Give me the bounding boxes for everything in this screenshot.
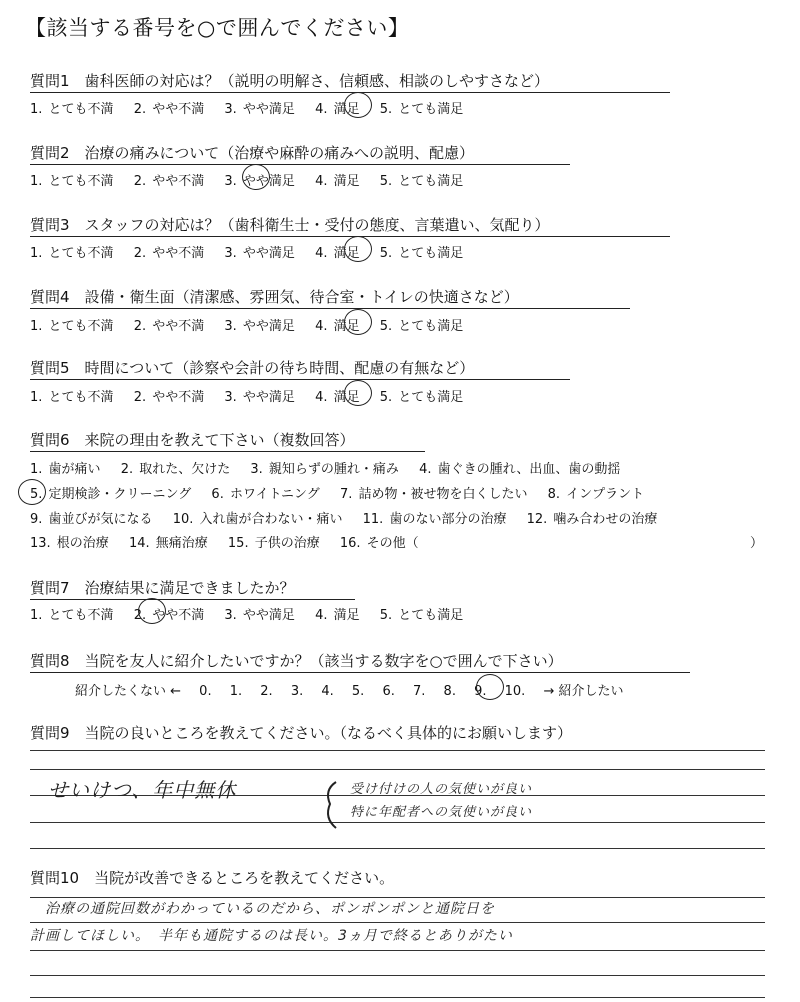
q7-option-2[interactable]: 2. やや不満 — [133, 608, 205, 623]
q4-option-3[interactable]: 3. やや満足 — [224, 319, 295, 334]
q7-option-3[interactable]: 3. やや満足 — [224, 608, 295, 623]
question-2-underline — [30, 164, 570, 165]
q8-number-6[interactable]: 6. — [382, 684, 395, 699]
q1-option-2[interactable]: 2. やや不満 — [133, 102, 205, 117]
q2-option-5[interactable]: 5. とても満足 — [379, 174, 464, 189]
q6-option-2[interactable]: 2. 取れた、欠けた — [120, 462, 231, 477]
question-6-row-2 — [30, 483, 658, 502]
q8-number-8[interactable]: 8. — [443, 684, 456, 699]
q8-number-10[interactable]: 10. — [504, 684, 526, 699]
q6-option-9[interactable]: 9. 歯並びが気になる — [30, 512, 153, 527]
question-7-underline — [30, 599, 355, 600]
q1-option-1[interactable]: 1. とても不満 — [30, 102, 114, 117]
q8-left-label: 紹介したくない ← — [75, 684, 182, 699]
q9-answer-line-1 — [30, 750, 765, 751]
q10-handwritten-answer-2: 計画してほしい。 半年も通院するのは長い。3ヵ月で終るとありがたい — [30, 928, 513, 944]
q10-answer-line-2 — [30, 922, 765, 923]
question-6-label: 質問6 来院の理由を教えて下さい（複数回答） — [30, 431, 355, 449]
q8-number-1[interactable]: 1. — [229, 684, 243, 699]
q10-answer-line-5 — [30, 997, 765, 998]
q3-option-2[interactable]: 2. やや不満 — [133, 246, 205, 261]
question-5-underline — [30, 379, 570, 380]
q10-handwritten-answer-1: 治療の通院回数がわかっているのだから、ポンポンポンと通院日を — [45, 901, 495, 917]
q8-number-7[interactable]: 7. — [413, 684, 426, 699]
q5-selection-circle — [344, 380, 372, 406]
q8-number-5[interactable]: 5. — [351, 684, 365, 699]
q7-option-5[interactable]: 5. とても満足 — [379, 608, 464, 623]
q8-selection-circle — [476, 674, 504, 700]
q2-option-2[interactable]: 2. やや不満 — [133, 174, 205, 189]
q6-option-14[interactable]: 14. 無痛治療 — [128, 536, 208, 551]
question-5-label: 質問5 時間について（診察や会計の待ち時間、配慮の有無など） — [30, 359, 475, 377]
question-6-row-4 — [30, 532, 433, 551]
q6-option-13[interactable]: 13. 根の治療 — [30, 536, 109, 551]
q3-option-4[interactable]: 4. 満足 — [315, 246, 360, 261]
q1-option-3[interactable]: 3. やや満足 — [224, 102, 295, 117]
question-3-label: 質問3 スタッフの対応は？（歯科衛生士・受付の態度、言葉遣い、気配り） — [30, 216, 550, 234]
q9-handwritten-note-1: 受け付けの人の気使いが良い — [350, 782, 533, 797]
q3-selection-circle — [344, 236, 372, 262]
q6-option-15[interactable]: 15. 子供の治療 — [227, 536, 320, 551]
q2-option-3[interactable]: 3. やや満足 — [224, 174, 295, 189]
question-3-options — [30, 242, 477, 261]
q6-option-8[interactable]: 8. インプラント — [547, 487, 645, 502]
q6-selection-circle — [18, 479, 46, 505]
q5-option-1[interactable]: 1. とても不満 — [30, 390, 114, 405]
q7-option-1[interactable]: 1. とても不満 — [30, 608, 114, 623]
question-4-underline — [30, 308, 630, 309]
q4-option-1[interactable]: 1. とても不満 — [30, 319, 114, 334]
question-9-label: 質問9 当院の良いところを教えてください。（なるべく具体的にお願いします） — [30, 724, 573, 742]
question-5-options — [30, 386, 477, 405]
question-1-label: 質問1 歯科医師の対応は？（説明の明解さ、信頼感、相談のしやすさなど） — [30, 72, 549, 90]
q5-option-2[interactable]: 2. やや不満 — [133, 390, 205, 405]
q1-selection-circle — [344, 92, 372, 118]
q6-option-6[interactable]: 6. ホワイトニング — [211, 487, 320, 502]
q6-option-4[interactable]: 4. 歯ぐきの腫れ、出血、歯の動揺 — [419, 462, 621, 477]
q3-option-3[interactable]: 3. やや満足 — [224, 246, 295, 261]
q6-option-10[interactable]: 10. 入れ歯が合わない・痛い — [172, 512, 343, 527]
question-8-label: 質問8 当院を友人に紹介したいですか？（該当する数字を○で囲んで下さい） — [30, 652, 563, 670]
q7-selection-circle — [138, 598, 166, 624]
q8-number-2[interactable]: 2. — [260, 684, 273, 699]
q6-option-3[interactable]: 3. 親知らずの腫れ・痛み — [250, 462, 399, 477]
q4-option-4[interactable]: 4. 満足 — [315, 319, 360, 334]
q10-answer-line-4 — [30, 975, 765, 976]
q9-handwritten-answer: せいけつ、年中無休 — [48, 778, 237, 802]
question-7-options — [30, 604, 477, 623]
q4-option-2[interactable]: 2. やや不満 — [133, 319, 205, 334]
q8-number-4[interactable]: 4. — [321, 684, 334, 699]
q6-option-7[interactable]: 7. 詰め物・被せ物を白くしたい — [339, 487, 528, 502]
q1-option-4[interactable]: 4. 満足 — [315, 102, 360, 117]
q6-option-16[interactable]: 16. その他（ — [339, 536, 419, 551]
q1-option-5[interactable]: 5. とても満足 — [379, 102, 464, 117]
q4-option-5[interactable]: 5. とても満足 — [379, 319, 464, 334]
q8-number-0[interactable]: 0. — [199, 684, 212, 699]
q6-option-5[interactable]: 5. 定期検診・クリーニング — [30, 487, 192, 502]
q8-number-9[interactable]: 9. — [474, 684, 487, 699]
q6-option-12[interactable]: 12. 噛み合わせの治療 — [526, 512, 658, 527]
q2-option-1[interactable]: 1. とても不満 — [30, 174, 114, 189]
q9-answer-line-4 — [30, 822, 765, 823]
question-6-row-3 — [30, 508, 671, 527]
q9-answer-line-2 — [30, 769, 765, 770]
q8-scale — [75, 680, 624, 699]
q2-selection-circle — [242, 164, 270, 190]
q3-option-1[interactable]: 1. とても不満 — [30, 246, 114, 261]
q6-other-close-paren: ） — [750, 536, 764, 551]
q8-right-label: → 紹介したい — [543, 684, 624, 699]
q10-answer-line-3 — [30, 950, 765, 951]
question-4-label: 質問4 設備・衛生面（清潔感、雰囲気、待合室・トイレの快適さなど） — [30, 288, 519, 306]
q2-option-4[interactable]: 4. 満足 — [315, 174, 360, 189]
question-10-label: 質問10 当院が改善できるところを教えてください。 — [30, 869, 395, 887]
q3-option-5[interactable]: 5. とても満足 — [379, 246, 464, 261]
question-8-underline — [30, 672, 690, 673]
q5-option-4[interactable]: 4. 満足 — [315, 390, 360, 405]
question-7-label: 質問7 治療結果に満足できましたか？ — [30, 579, 295, 597]
q7-option-4[interactable]: 4. 満足 — [315, 608, 360, 623]
page-title: 【該当する番号を○で囲んでください】 — [25, 16, 410, 40]
q6-option-1[interactable]: 1. 歯が痛い — [30, 462, 101, 477]
q5-option-5[interactable]: 5. とても満足 — [379, 390, 464, 405]
q8-number-3[interactable]: 3. — [290, 684, 304, 699]
q4-selection-circle — [344, 309, 372, 335]
q9-handwritten-note-2: 特に年配者への気使いが良い — [350, 805, 533, 820]
question-1-options — [30, 98, 477, 117]
q6-option-11[interactable]: 11. 歯のない部分の治療 — [362, 512, 507, 527]
q5-option-3[interactable]: 3. やや満足 — [224, 390, 295, 405]
question-6-row-1 — [30, 458, 634, 477]
question-6-underline — [30, 451, 425, 452]
question-2-label: 質問2 治療の痛みについて（治療や麻酔の痛みへの説明、配慮） — [30, 144, 474, 162]
question-4-options — [30, 315, 477, 334]
q9-brace-icon — [320, 780, 342, 830]
q9-answer-line-5 — [30, 848, 765, 849]
